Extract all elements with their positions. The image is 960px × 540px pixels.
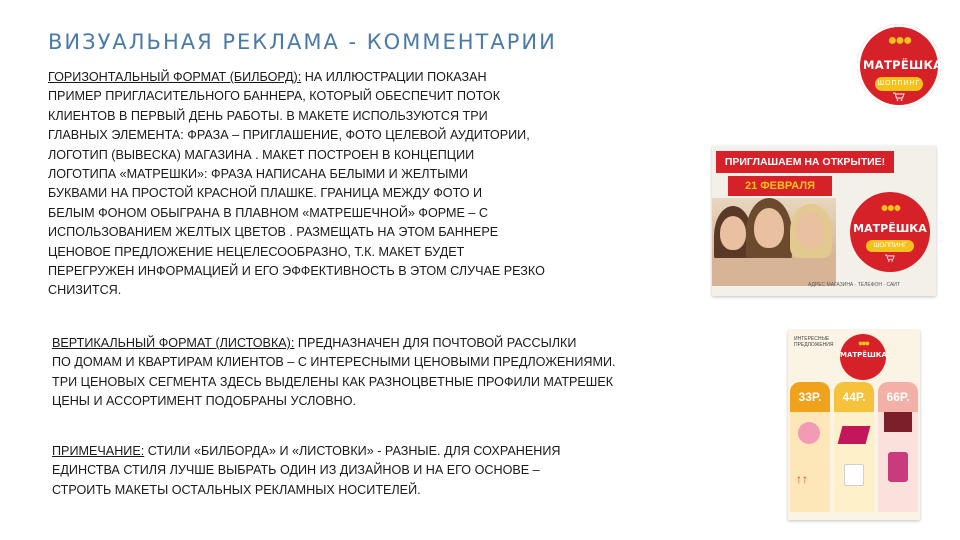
price-segment-1: 33Р.: [790, 382, 830, 412]
billboard-heading: ГОРИЗОНТАЛЬНЫЙ ФОРМАТ (БИЛБОРД):: [48, 70, 302, 84]
leaflet-logo: [840, 334, 886, 380]
matryoshka-icon: ●●●: [887, 32, 911, 49]
price-column-2: [834, 412, 874, 512]
billboard-text: НА ИЛЛЮСТРАЦИИ ПОКАЗАН ПРИМЕР ПРИГЛАСИТЕЛЬНОГО БАННЕРА, КОТОРЫЙ ОБЕСПЕЧИТ ПОТОК КЛИЕНТОВ В ПЕРВЫЙ ДЕНЬ РАБОТЫ. В МАКЕТЕ ИСПОЛЬЗУЮТСЯ ТРИ ГЛАВНЫХ ЭЛЕМЕНТА: ФРАЗА – ПРИГЛАШЕНИЕ, ФОТО ЦЕЛЕВОЙ АУДИТОРИИ, ЛОГОТИП (ВЫВЕСКА) МАГАЗИНА . МАКЕТ ПОСТРОЕН В КОНЦЕПЦИИ ЛОГОТИПА «МАТРЕШКИ»: ФРАЗА НАПИСАНА БЕЛЫМИ И ЖЕЛТЫМИ БУКВАМИ НА ПРОСТОЙ КРАСНОЙ ПЛАШКЕ. ГРАНИЦА МЕЖДУ ФОТО И БЕЛЫМ ФОНОМ ОБЫГРАНА В ПЛАВНОМ «МАТРЕШЕЧНОЙ» ФОРМЕ – С ИСПОЛЬЗОВАНИЕМ ЖЕЛТЫХ ЦВЕТОВ . РАЗМЕЩАТЬ НА ЭТОМ БАННЕРЕ ЦЕНОВОЕ ПРЕДЛОЖЕНИЕ НЕЦЕЛЕСООБРАЗНО, Т.К. МАКЕТ БУДЕТ ПЕРЕГРУЖЕН ИНФОРМАЦИЕЙ И ЕГО ЭФФЕКТИВНОСТЬ В ЭТОМ СЛУЧАЕ РЕЗКО СНИЗИТСЯ.: [48, 70, 545, 298]
leaflet-description: [52, 334, 772, 412]
note-text: СТИЛИ «БИЛБОРДА» И «ЛИСТОВКИ» - РАЗНЫЕ. ДЛЯ СОХРАНЕНИЯ ЕДИНСТВА СТИЛЯ ЛУЧШЕ ВЫБРАТЬ ОДИН ИЗ ДИЗАЙНОВ И НА ЕГО ОСНОВЕ – СТРОИТЬ МАКЕТЫ ОСТАЛЬНЫХ РЕКЛАМНЫХ НОСИТЕЛЕЙ.: [52, 444, 561, 497]
billboard-logo: [850, 192, 930, 272]
billboard-footer: АДРЕС МАГАЗИНА · ТЕЛЕФОН · САЙТ: [808, 282, 900, 288]
billboard-logo-sub: ШОППИНГ: [866, 240, 914, 252]
gift-box-icon: [884, 412, 912, 432]
price-segment-3: 66Р.: [878, 382, 918, 412]
leaflet-text: ПРЕДНАЗНАЧЕН ДЛЯ ПОЧТОВОЙ РАССЫЛКИ ПО ДОМАМ И КВАРТИРАМ КЛИЕНТОВ – С ИНТЕРЕСНЫМИ ЦЕНОВЫМИ ПРЕДЛОЖЕНИЯМИ. ТРИ ЦЕНОВЫХ СЕГМЕНТА ЗДЕСЬ ВЫДЕЛЕНЫ КАК РАЗНОЦВЕТНЫЕ ПРОФИЛИ МАТРЕШЕК ЦЕНЫ И АССОРТИМЕНТ ПОДОБРАНЫ УСЛОВНО.: [52, 336, 616, 409]
billboard-description: [48, 68, 668, 301]
logo-sub: ШОППИНГ: [875, 77, 923, 91]
matryoshka-icon: ●●●: [857, 338, 869, 348]
price-column-3: [878, 412, 918, 512]
note-description: [52, 442, 772, 500]
brand-logo: [857, 24, 941, 108]
price-column-1: [790, 412, 830, 512]
toy-icon: [798, 422, 820, 444]
leaflet-image: [788, 330, 920, 520]
cart-icon: [850, 254, 930, 264]
arrows-icon: ↑↑: [796, 472, 808, 486]
logo-name: МАТРЁШКА: [863, 58, 943, 72]
note-heading: ПРИМЕЧАНИЕ:: [52, 444, 145, 458]
billboard-banner: ПРИГЛАШАЕМ НА ОТКРЫТИЕ!: [716, 151, 894, 173]
price-segment-2: 44Р.: [834, 382, 874, 412]
leaflet-head: ИНТЕРЕСНЫЕ ПРЕДЛОЖЕНИЯ: [794, 336, 834, 348]
leaflet-heading: ВЕРТИКАЛЬНЫЙ ФОРМАТ (ЛИСТОВКА):: [52, 336, 295, 350]
candy-pack-icon: [888, 452, 908, 482]
page-title: ВИЗУАЛЬНАЯ РЕКЛАМА - КОММЕНТАРИИ: [48, 30, 557, 54]
billboard-photo: [712, 198, 836, 286]
billboard-logo-name: МАТРЁШКА: [853, 222, 927, 235]
matryoshka-icon: ●●●: [880, 199, 900, 215]
mug-icon: [844, 464, 864, 486]
billboard-date: 21 ФЕВРАЛЯ: [728, 176, 832, 196]
billboard-image: [712, 146, 936, 296]
tablet-icon: [838, 426, 871, 444]
leaflet-logo-name: МАТРЁШКА: [840, 351, 887, 359]
cart-icon: [857, 92, 941, 103]
